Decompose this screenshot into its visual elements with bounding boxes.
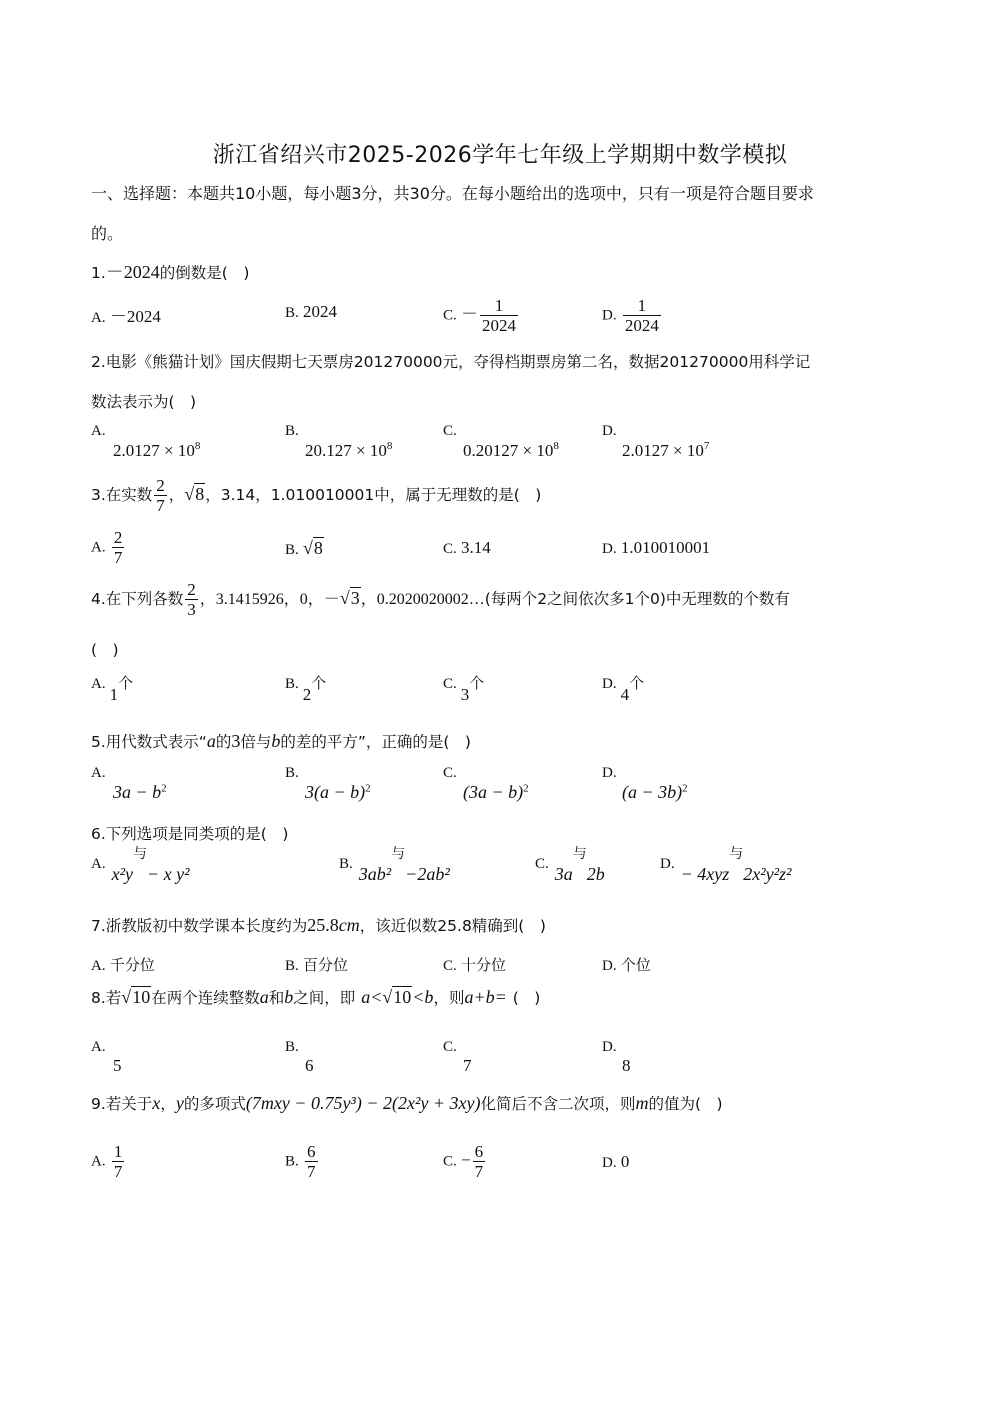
option-a[interactable]: A. $\frac{1}{7}$ xyxy=(91,1142,123,1181)
option-a[interactable]: A. $x^2y^与- x$ y² xyxy=(91,846,190,884)
question-1-stem: 1.－2024的倒数是( ) xyxy=(91,262,250,282)
exam-title: 浙江省绍兴市2025-2026学年七年级上学期期中数学模拟 xyxy=(212,143,788,168)
option-d[interactable]: D. $2.0127 \times 10^7$ xyxy=(602,423,710,460)
option-b[interactable]: B. $3(a - b)^2$ xyxy=(285,765,371,802)
option-a[interactable]: A. －2024 xyxy=(91,307,161,326)
option-a[interactable]: A. 5 xyxy=(91,1039,122,1075)
question-1-options xyxy=(91,296,911,336)
question-4-blank: ( ) xyxy=(91,641,119,659)
option-d[interactable]: D. $(a - 3b)^2$ xyxy=(602,765,688,802)
question-4-stem: 4.在下列各数 $\frac{2}{3}$ ，3.1415926，0，－√3，0.2020020002…(每两个2之间依次多1个0)中无理数的个数有 xyxy=(91,580,790,619)
option-d[interactable]: D. $\frac{1}{2024}$ xyxy=(602,296,659,335)
option-c[interactable]: C. $(3a - b)^2$ xyxy=(443,765,529,802)
option-b[interactable]: B. $\frac{6}{7}$ xyxy=(285,1142,316,1181)
question-7-stem: 7.浙教版初中数学课本长度约为25.8cm，该近似数25.8精确到( ) xyxy=(91,915,546,935)
section-heading-line1: 一、选择题：本题共10小题，每小题3分，共30分。在每小题给出的选项中，只有一项是符合题目要求 xyxy=(91,184,814,203)
question-5-stem: 5.用代数式表示“a的3倍与b的差的平方”，正确的是( ) xyxy=(91,731,471,751)
question-6-stem: 6.下列选项是同类项的是( ) xyxy=(91,825,289,843)
option-b[interactable]: B. 3ab²$^与$−2ab² xyxy=(339,846,450,884)
option-c[interactable]: C. $0.20127 \times 10^8$ xyxy=(443,423,559,460)
sqrt-symbol: √10 xyxy=(382,987,412,1007)
section-heading xyxy=(91,174,911,254)
fraction: $\frac{2}{3}$ xyxy=(187,580,196,619)
question-9-stem: 9.若关于x，y的多项式(7mxy − 0.75y³) − 2(2x²y + 3xy)化简后不含二次项，则m的值为( ) xyxy=(91,1093,723,1113)
option-c[interactable]: C. $3a^与2b$ xyxy=(535,846,605,884)
option-a[interactable]: A. 千分位 xyxy=(91,956,155,974)
fraction: $\frac{1}{2024}$ xyxy=(482,296,517,335)
question-6-options xyxy=(91,846,911,892)
question-8-stem: 8.若√10在两个连续整数a和b之间，即 a<√10<b，则a+b= ( ) xyxy=(91,987,541,1007)
fraction: $\frac{1}{7}$ xyxy=(113,1142,123,1181)
fraction: $\frac{2}{7}$ xyxy=(156,476,165,515)
option-b[interactable]: B. 6 xyxy=(285,1039,314,1075)
question-5-options xyxy=(91,762,911,802)
option-b[interactable]: B. 2024 xyxy=(285,302,338,321)
question-4-options xyxy=(91,672,911,712)
option-a[interactable]: A. $2.0127 \times 10^8$ xyxy=(91,423,201,460)
option-c[interactable]: C. 3.14 xyxy=(443,538,491,557)
option-b[interactable]: B. 百分位 xyxy=(285,956,349,974)
option-d[interactable]: D. 8 xyxy=(602,1039,631,1075)
question-8-options xyxy=(91,1036,911,1076)
option-d[interactable]: D. − 4xyz$^与$2x²y²z² xyxy=(660,846,792,884)
fraction: $\frac{2}{7}$ xyxy=(113,528,123,567)
question-3-options xyxy=(91,528,911,568)
question-2-stem: 2.电影《熊猫计划》国庆假期七天票房201270000元，夺得档期票房第二名，数据201270000用科学记 数法表示为( ) xyxy=(91,353,811,411)
fraction: $\frac{6}{7}$ xyxy=(307,1142,316,1181)
option-c[interactable]: C. − $\frac{6}{7}$ xyxy=(443,1142,484,1181)
option-a[interactable]: A. $3a - b^2$ xyxy=(91,765,167,802)
question-2-options xyxy=(91,420,911,460)
option-b[interactable]: B. $20.127 \times 10^8$ xyxy=(285,423,393,460)
section-heading-line2: 的。 xyxy=(91,224,124,243)
fraction: $\frac{1}{2024}$ xyxy=(624,296,659,335)
option-a[interactable]: A. $\frac{2}{7}$ xyxy=(91,528,123,567)
question-3-stem: 3.在实数 $\frac{2}{7}$ ，√8，3.14，1.010010001中，属于无理数的是( ) xyxy=(91,476,542,515)
option-c[interactable]: C.3个 xyxy=(443,674,485,704)
option-c[interactable]: C. 十分位 xyxy=(443,956,507,974)
sqrt-symbol: √8 xyxy=(184,484,205,504)
option-d[interactable]: D.4个 xyxy=(602,674,645,704)
option-c[interactable]: C. 7 xyxy=(443,1039,472,1075)
option-b[interactable]: B.2个 xyxy=(285,674,327,704)
fraction: $\frac{6}{7}$ xyxy=(474,1142,484,1181)
option-c[interactable]: C. － $\frac{1}{2024}$ xyxy=(443,296,517,335)
option-d[interactable]: D. 个位 xyxy=(602,956,651,974)
option-d[interactable]: D. 1.010010001 xyxy=(602,538,711,557)
option-d[interactable]: D. 0 xyxy=(602,1152,630,1171)
sqrt-symbol: √3 xyxy=(339,588,360,608)
option-b[interactable]: B. √8 xyxy=(285,538,323,558)
question-9-options xyxy=(91,1142,911,1182)
option-a[interactable]: A.1个 xyxy=(91,674,134,704)
sqrt-symbol: √10 xyxy=(121,987,151,1007)
sqrt-symbol: √8 xyxy=(303,538,323,558)
